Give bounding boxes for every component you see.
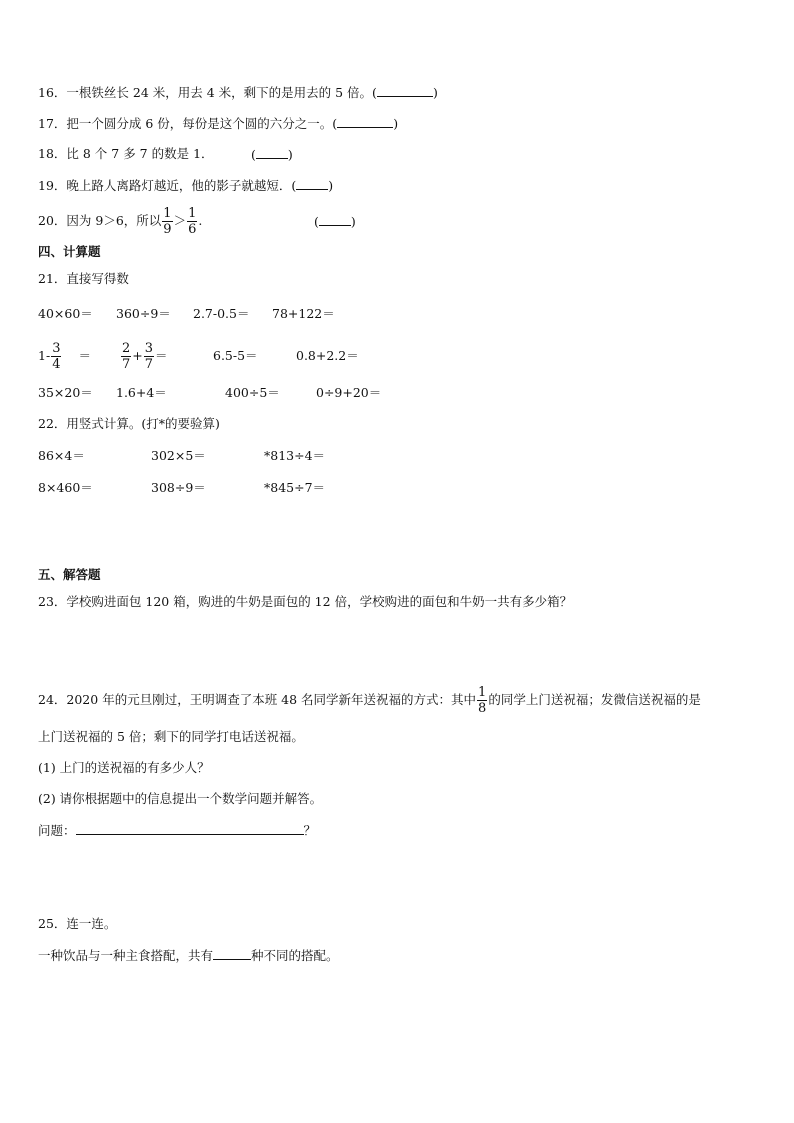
question-17 <box>38 114 398 133</box>
section-heading: 四、计算题 <box>38 244 101 259</box>
question-24-line2: 上门送祝福的 5 倍；剩下的同学打电话送祝福。 <box>38 729 304 744</box>
paren-open: ( <box>251 147 256 162</box>
plus-sign: + <box>132 348 143 363</box>
period: . <box>198 213 203 228</box>
question-25-text <box>38 946 339 965</box>
question-20-text: 20．因为 9＞6，所以 <box>38 213 162 228</box>
section-heading: 五、解答题 <box>38 567 101 582</box>
calc-item: 78+122＝ <box>272 306 335 321</box>
fraction-numerator: 1 <box>188 206 197 221</box>
fraction <box>187 207 197 236</box>
calc-item: 360÷9＝ <box>116 306 171 321</box>
vertical-calc-item: 302×5＝ <box>151 448 206 463</box>
question-19 <box>38 176 333 195</box>
question-17-text: 17．把一个圆分成 6 份，每份是这个圆的六分之一。( <box>38 116 338 131</box>
fraction-denominator: 9 <box>163 222 172 237</box>
calc-item: 0.8+2.2＝ <box>296 348 359 363</box>
question-25-title: 25．连一连。 <box>38 916 117 931</box>
fraction-denominator: 8 <box>478 701 487 716</box>
fraction <box>121 342 131 371</box>
answer-blank[interactable] <box>296 176 328 190</box>
calc-item <box>120 338 168 374</box>
question-20-answer <box>314 212 356 231</box>
question-18-answer <box>251 145 293 164</box>
fraction-denominator: 6 <box>188 222 197 237</box>
question-24-line1 <box>38 682 701 718</box>
question-21-title: 21．直接写得数 <box>38 271 129 286</box>
fraction-numerator: 1 <box>478 685 487 700</box>
fraction-numerator: 1 <box>163 206 172 221</box>
greater-than-sign: ＞ <box>173 213 187 228</box>
paren-open: ( <box>314 214 319 229</box>
answer-blank[interactable] <box>337 114 393 128</box>
fraction <box>162 207 172 236</box>
paren-close: ) <box>432 85 438 100</box>
calc-item: 2.7-0.5＝ <box>193 306 250 321</box>
question-input-line[interactable] <box>76 821 304 835</box>
question-24-sub1: (1) 上门的送祝福的有多少人？ <box>38 760 210 775</box>
question-18 <box>38 145 214 163</box>
paren-close: ) <box>350 214 356 229</box>
question-mark: ？ <box>303 823 317 838</box>
question-18-text: 18．比 8 个 7 多 7 的数是 1． <box>38 146 214 161</box>
fraction <box>51 342 61 371</box>
equals-sign: ＝ <box>155 348 168 363</box>
answer-blank[interactable] <box>213 946 251 960</box>
vertical-calc-item: *813÷4＝ <box>264 448 326 463</box>
paren-close: ) <box>393 116 399 131</box>
question-22-title: 22．用竖式计算。(打*的要验算) <box>38 416 220 431</box>
calc-item: 35×20＝ <box>38 385 93 400</box>
question-24-text: 的同学上门送祝福；发微信送祝福的是 <box>488 692 701 707</box>
vertical-calc-item: 8×460＝ <box>38 480 93 495</box>
calc-item <box>38 338 91 374</box>
paren-close: ) <box>287 147 293 162</box>
fraction <box>144 342 154 371</box>
fraction-numerator: 3 <box>144 341 154 356</box>
question-25-text-before: 一种饮品与一种主食搭配，共有 <box>38 948 214 963</box>
question-20 <box>38 204 202 238</box>
question-16-text: 16．一根铁丝长 24 米，用去 4 米，剩下的是用去的 5 倍。( <box>38 85 377 100</box>
question-24-ask <box>38 821 316 840</box>
fraction-denominator: 7 <box>144 357 154 372</box>
ask-label: 问题： <box>38 823 76 838</box>
vertical-calc-item: 86×4＝ <box>38 448 85 463</box>
vertical-calc-item: 308÷9＝ <box>151 480 206 495</box>
fraction-numerator: 3 <box>52 341 61 356</box>
equals-sign: ＝ <box>78 348 91 363</box>
question-24-sub2: (2) 请你根据题中的信息提出一个数学问题并解答。 <box>38 791 323 806</box>
answer-blank[interactable] <box>256 145 288 159</box>
calc-item: 0÷9+20＝ <box>316 385 382 400</box>
question-24-text: 24．2020 年的元旦刚过，王明调查了本班 48 名同学新年送祝福的方式：其中 <box>38 692 477 707</box>
calc-text: 1- <box>38 348 51 363</box>
calc-item: 40×60＝ <box>38 306 93 321</box>
fraction-denominator: 7 <box>122 357 131 372</box>
vertical-calc-item: *845÷7＝ <box>264 480 326 495</box>
fraction-denominator: 4 <box>52 357 61 372</box>
calc-item: 1.6+4＝ <box>116 385 167 400</box>
calc-item: 6.5-5＝ <box>213 348 258 363</box>
question-16 <box>38 83 438 102</box>
calc-item: 400÷5＝ <box>225 385 280 400</box>
answer-blank[interactable] <box>319 212 351 226</box>
question-19-text: 19．晚上路人离路灯越近，他的影子就越短．( <box>38 178 297 193</box>
fraction-numerator: 2 <box>122 341 131 356</box>
paren-close: ) <box>328 178 334 193</box>
question-25-text-after: 种不同的搭配。 <box>251 948 339 963</box>
answer-blank[interactable] <box>377 83 433 97</box>
question-23: 23．学校购进面包 120 箱，购进的牛奶是面包的 12 倍，学校购进的面包和牛奶一共有多少箱？ <box>38 594 573 609</box>
fraction <box>477 686 487 715</box>
